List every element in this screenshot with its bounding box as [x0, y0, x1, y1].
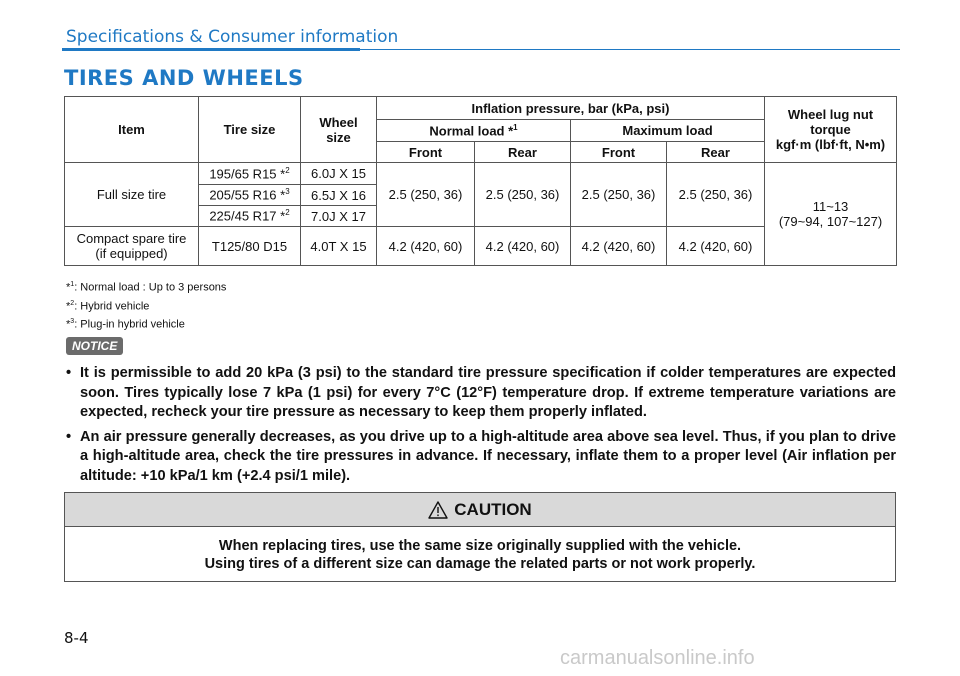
- footnote-text: : Plug-in hybrid vehicle: [74, 318, 185, 331]
- header-maximum-load: Maximum load: [571, 120, 765, 142]
- footnote-text: : Normal load : Up to 3 persons: [74, 281, 227, 294]
- header-tire-size: Tire size: [199, 97, 301, 163]
- full-normal-rear: 2.5 (250, 36): [475, 163, 571, 227]
- footnote-number: 3: [70, 318, 75, 326]
- footnote-ref: 3: [285, 187, 290, 197]
- footnote-number: 1: [70, 281, 75, 288]
- footnote-ref: 2: [285, 165, 290, 175]
- header-max-rear: Rear: [667, 142, 765, 163]
- tire-spec-table: [64, 96, 897, 266]
- full-max-front: 2.5 (250, 36): [571, 163, 667, 227]
- header-rule-thin: [360, 49, 900, 50]
- wheel-size-cell: 6.5J X 16: [301, 185, 377, 206]
- footnote-ref: 1: [513, 122, 518, 132]
- caution-title: CAUTION: [454, 499, 532, 519]
- header-wheel-size-line1: Wheel: [319, 114, 358, 130]
- header-wheel-size: [301, 97, 377, 163]
- compact-wheel-size: 4.0T X 15: [301, 227, 377, 266]
- header-lug-line3: kgf·m (lbf·ft, N•m): [775, 137, 886, 152]
- footnote-mark: *: [66, 318, 71, 331]
- footnote-2: [66, 296, 226, 315]
- header-lug-torque: [765, 97, 897, 163]
- header-normal-front: Front: [377, 142, 475, 163]
- caution-header: [65, 493, 895, 527]
- compact-normal-rear: 4.2 (420, 60): [475, 227, 571, 266]
- full-normal-front: 2.5 (250, 36): [377, 163, 475, 227]
- page-number: 8-4: [64, 629, 89, 647]
- header-item: Item: [65, 97, 199, 163]
- torque-line2: (79~94, 107~127): [778, 214, 883, 229]
- compact-normal-front: 4.2 (420, 60): [377, 227, 475, 266]
- wheel-size-cell: 6.0J X 15: [301, 163, 377, 185]
- full-max-rear: 2.5 (250, 36): [667, 163, 765, 227]
- caution-body: [65, 527, 895, 573]
- footnote-mark: *: [66, 300, 71, 313]
- notice-item: • It is permissible to add 20 kPa (3 psi) to the standard tire pressure specification if colder temperatures are expected soon. Tires typically lose 7 kPa (1 psi) for every 7°C (12°F) temperature drop. If extreme temperature variations are expected, recheck your tire pressure as necessary to keep them properly inflated.: [66, 364, 896, 423]
- compact-spare-item: [65, 227, 199, 266]
- footnote-number: 2: [70, 299, 75, 307]
- header-lug-line1: Wheel lug nut: [787, 107, 874, 122]
- compact-max-rear: 4.2 (420, 60): [667, 227, 765, 266]
- caution-box: [64, 492, 896, 582]
- header-max-front: Front: [571, 142, 667, 163]
- full-size-item: Full size tire: [65, 163, 199, 227]
- torque-line1: 11~13: [812, 199, 849, 214]
- header-lug-line2: torque: [810, 122, 851, 137]
- footnote-text: : Hybrid vehicle: [74, 300, 150, 313]
- footnotes: [66, 277, 226, 333]
- compact-line2: (if equipped): [95, 246, 168, 261]
- tire-size-cell: [199, 206, 301, 227]
- header-normal-rear: Rear: [475, 142, 571, 163]
- tire-size-cell: [199, 185, 301, 206]
- header-wheel-size-line2: size: [326, 129, 351, 145]
- header-normal-load-label: Normal load *: [429, 123, 514, 139]
- footnote-ref: 2: [285, 208, 290, 218]
- tire-size-text: 205/55 R16 *: [209, 187, 286, 203]
- header-rule: [62, 48, 360, 51]
- tire-size-cell: [199, 163, 301, 185]
- tire-size-text: 225/45 R17 *: [209, 208, 286, 224]
- footnote-3: [66, 314, 226, 333]
- caution-line-1: When replacing tires, use the same size originally supplied with the vehicle.: [218, 538, 742, 554]
- wheel-size-cell: 7.0J X 17: [301, 206, 377, 227]
- header-inflation: Inflation pressure, bar (kPa, psi): [377, 97, 765, 120]
- footnote-mark: *: [66, 281, 71, 294]
- compact-tire-size: T125/80 D15: [199, 227, 301, 266]
- caution-line-2: Using tires of a different size can damage the related parts or not work properly.: [204, 556, 756, 572]
- compact-max-front: 4.2 (420, 60): [571, 227, 667, 266]
- section-title: TIRES AND WHEELS: [64, 66, 304, 90]
- compact-line1: Compact spare tire: [76, 231, 187, 246]
- header-normal-load: [377, 120, 571, 142]
- warning-triangle-icon: [428, 501, 448, 519]
- notice-item: • An air pressure generally decreases, as you drive up to a high-altitude area above sea level. Thus, if you plan to drive a high-altitude area, check the tire pressures in advance. If necessary, inflate them to a proper level (Air inflation per altitude: +10 kPa/1 km (+2.4 psi/1 mile).: [66, 428, 896, 487]
- notice-list: [66, 364, 896, 491]
- footnote-1: [66, 277, 226, 296]
- notice-badge: NOTICE: [66, 337, 123, 355]
- tire-size-text: 195/65 R15 *: [209, 166, 286, 182]
- header-title: Specifications & Consumer information: [66, 27, 399, 47]
- watermark: carmanualsonline.info: [560, 647, 755, 669]
- lug-torque-value: [765, 163, 897, 266]
